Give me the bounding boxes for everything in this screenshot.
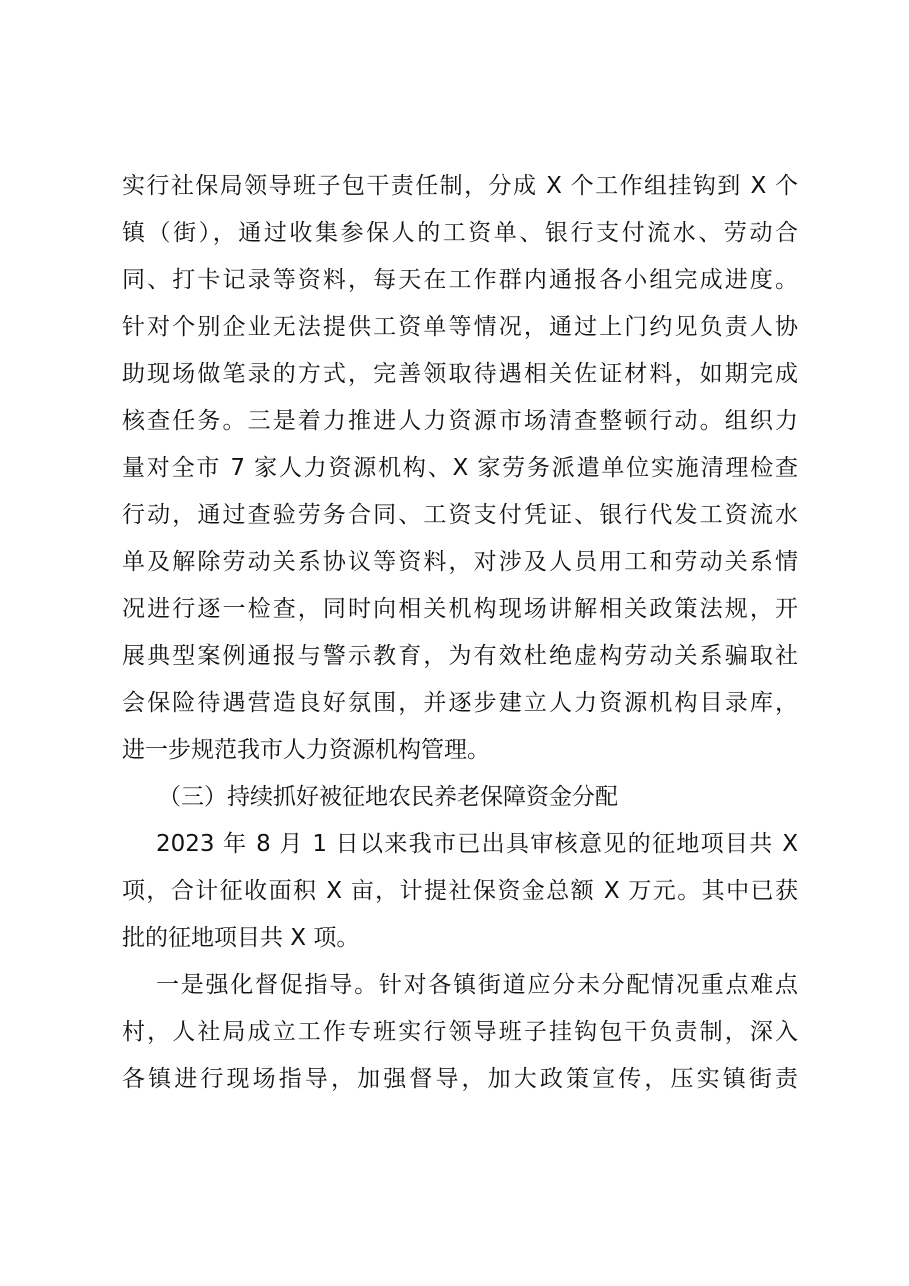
- paragraph-line: 针对个别企业无法提供工资单等情况，通过上门约见负责人协: [122, 314, 798, 340]
- paragraph-line: 2023 年 8 月 1 日以来我市已出具审核意见的征地项目共 X: [156, 831, 798, 857]
- section-heading: （三）持续抓好被征地农民养老保障资金分配: [158, 784, 618, 810]
- document-body: [122, 163, 798, 1103]
- paragraph-line: 助现场做笔录的方式，完善领取待遇相关佐证材料，如期完成: [122, 361, 798, 387]
- paragraph-line: 批的征地项目共 X 项。: [122, 925, 360, 951]
- paragraph-line: 各镇进行现场指导，加强督导，加大政策宣传，压实镇街责: [122, 1066, 798, 1092]
- paragraph-line: 进一步规范我市人力资源机构管理。: [122, 737, 490, 763]
- paragraph-line: 行动，通过查验劳务合同、工资支付凭证、银行代发工资流水: [122, 502, 798, 528]
- paragraph-line: 同、打卡记录等资料，每天在工作群内通报各小组完成进度。: [122, 267, 798, 293]
- paragraph-line: 展典型案例通报与警示教育，为有效杜绝虚构劳动关系骗取社: [122, 643, 798, 669]
- paragraph-line: 核查任务。三是着力推进人力资源市场清查整顿行动。组织力: [122, 408, 798, 434]
- paragraph-line: 会保险待遇营造良好氛围，并逐步建立人力资源机构目录库，: [122, 690, 798, 716]
- paragraph-line: 量对全市 7 家人力资源机构、X 家劳务派遣单位实施清理检查: [122, 455, 798, 481]
- paragraph-line: 镇（街），通过收集参保人的工资单、银行支付流水、劳动合: [122, 220, 798, 246]
- paragraph-line: 项，合计征收面积 X 亩，计提社保资金总额 X 万元。其中已获: [122, 878, 798, 904]
- paragraph-line: 一是强化督促指导。针对各镇街道应分未分配情况重点难点: [156, 972, 798, 998]
- paragraph-line: 况进行逐一检查，同时向相关机构现场讲解相关政策法规，开: [122, 596, 798, 622]
- paragraph-line: 实行社保局领导班子包干责任制，分成 X 个工作组挂钩到 X 个: [122, 173, 798, 199]
- paragraph-line: 单及解除劳动关系协议等资料，对涉及人员用工和劳动关系情: [122, 549, 798, 575]
- paragraph-line: 村，人社局成立工作专班实行领导班子挂钩包干负责制，深入: [122, 1019, 798, 1045]
